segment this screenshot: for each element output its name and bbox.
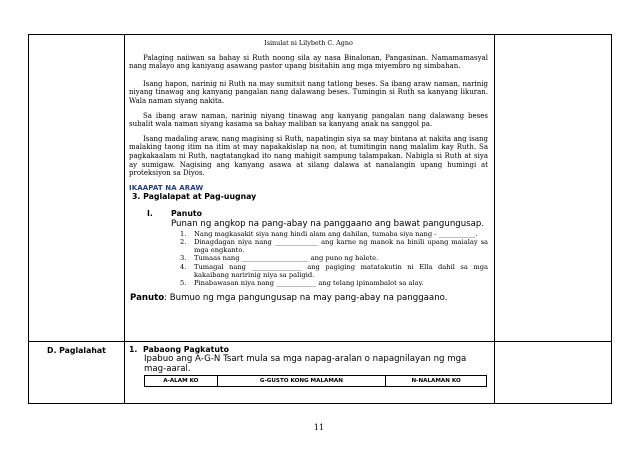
agn-header-alam: A-ALAM KO (145, 375, 218, 386)
story-paragraph: Isang madaling araw, nang magising si Ruth, napatingin siya sa may bintana at nakita ang isang malaking taong itim na itim at may napakakislap na noo, at tumitingin nang malalim kay Ruth. Sa pagkakaalam ni Ruth, nagtatangkad ito nang mahigit sampung talampakan. Nabigla si Ruth at siya ay sumigaw. Nagising ang kanyang asawa at silang dalawa at nanalangin upang humingi at proteksiyon sa Diyos. (129, 134, 488, 178)
panuto-number: I. (147, 208, 153, 218)
step-number: 1. (129, 344, 138, 354)
item-text: Dinagdagan niya nang _____________ ang karne ng manok na binili upang maialay sa mga engkanto. (194, 237, 488, 255)
lesson-plan-table (28, 34, 612, 404)
list-item (180, 254, 488, 262)
item-number: 1. (180, 229, 187, 238)
item-text: Pinabawasan niya nang ____________ ang telang ipinambalot sa alay. (194, 279, 424, 288)
story-paragraph: Palaging naiiwan sa bahay si Ruth noong sila ay nasa Binalonan, Pangasinan. Namamamasyal nang malayo ang kaniyang asawang pastor upang bisitahin ang mga miyembro ng simbahan. (129, 53, 488, 71)
item-number: 5. (180, 279, 187, 288)
section-heading: IKAAPAT NA ARAW (129, 183, 204, 192)
agn-header-nalaman: N-NALAMAN KO (386, 375, 487, 386)
final-instruction-label: Panuto (130, 292, 165, 303)
content-cell (125, 341, 495, 403)
panuto-label: Panuto (171, 208, 202, 218)
table-row (29, 341, 612, 403)
item-text: Tumagal nang _______________ ang pagiging matatakutin ni Ella dahil sa mga kakaibang naririnig niya sa paligid. (194, 262, 488, 279)
list-item (180, 279, 488, 287)
right-cell (495, 341, 612, 403)
left-cell (29, 341, 125, 403)
item-text: Nang magkasakit siya nang hindi alam ang dahilan, tumaba siya nang - ___________. (194, 229, 478, 238)
page-number: 11 (313, 423, 325, 432)
author-byline: Isinulat ni Lilybeth C. Agno (264, 39, 353, 47)
left-cell (29, 35, 125, 342)
table-row (145, 375, 487, 386)
content-cell (125, 35, 495, 342)
list-item (180, 230, 488, 238)
exercise-list (180, 230, 488, 288)
panuto-heading (147, 210, 488, 219)
final-instruction (130, 294, 488, 303)
list-item (180, 238, 488, 255)
final-instruction-text: : Bumuo ng mga pangungusap na may pang-abay na panggaano. (164, 292, 448, 303)
item-text: Tumaas nang ____________________ ang puno ng balete. (194, 254, 379, 263)
paglalahat-label: D. Paglalahat (47, 345, 106, 355)
agn-chart-table (144, 375, 487, 387)
sub-heading: 3. Paglalapat at Pag-uugnay (132, 192, 257, 202)
right-cell (495, 35, 612, 342)
table-row (29, 35, 612, 342)
panuto-instruction: Punan ng angkop na pang-abay na panggaano ang bawat pangungusap. (171, 218, 485, 229)
item-number: 3. (180, 254, 187, 263)
step-title (129, 345, 490, 354)
item-number: 4. (180, 262, 187, 271)
story-paragraph: Isang hapon, narinig ni Ruth na may sumitsit nang tatlong beses. Sa ibang araw naman, narinig niyang tinawag ang kanyang pangalan nang dalawang beses. Tumingin si Ruth sa kanyang likuran. Wala naman siyang nakita. (129, 79, 488, 105)
step-title-text: Pabaong Pagkatuto (143, 344, 229, 354)
list-item (180, 263, 488, 280)
step-text: Ipabuo ang A-G-N Tsart mula sa mga napag-aralan o napagnilayan ng mga mag-aaral. (144, 353, 467, 374)
agn-header-gusto: G-GUSTO KONG MALAMAN (217, 375, 386, 386)
item-number: 2. (180, 237, 187, 246)
story-paragraph: Sa ibang araw naman, narinig niyang tinawag ang kanyang pangalan nang dalawang beses subalit wala naman siyang kasama sa bahay maliban sa kanyang anak na sanggol pa. (129, 111, 488, 129)
